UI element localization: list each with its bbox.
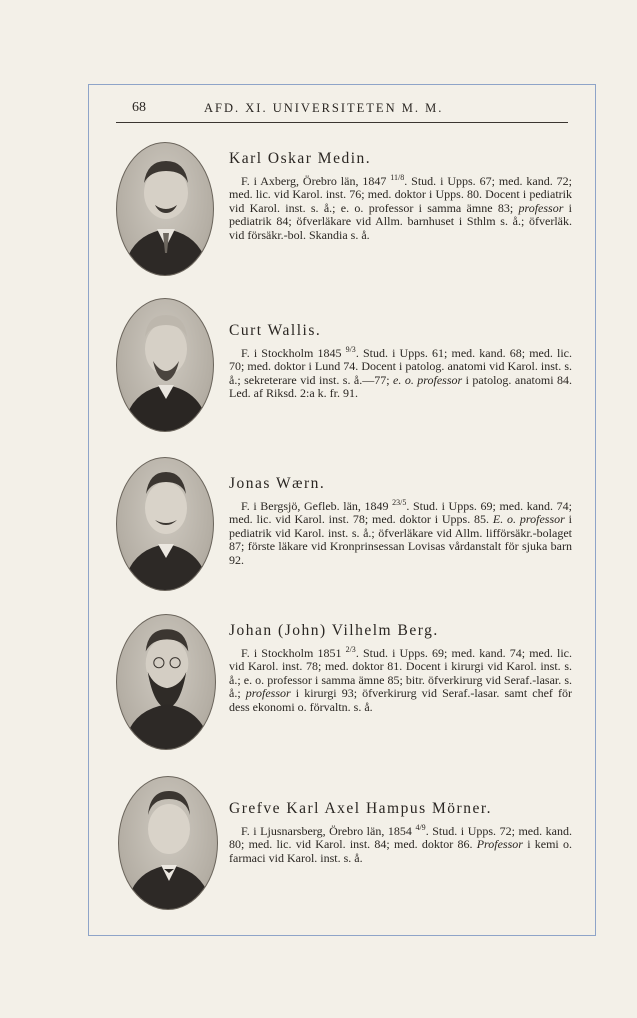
running-title: AFD. XI. UNIVERSITETEN M. M.	[204, 101, 444, 115]
portrait-photo	[116, 457, 214, 591]
portrait-photo	[116, 298, 214, 432]
person-name: Karl Oskar Medin.	[229, 150, 372, 167]
person-name: Jonas Wærn.	[229, 475, 326, 492]
biography-text: F. i Axberg, Örebro län, 1847 $^{11/8}$. Stud. i Upps. 67; med. kand. 72; med. lic. vid Karol. inst. 76; med. doktor i Upps. 80. Docent i pediatrik vid Karol. inst. s. å.; e. o. professor i samma ämne 83; professor i pediatrik 84; öfverläkare vid Allm. barnhuset i Sthlm s. å.; öfverläk. vid försäkr.-bol. Skandia s. å.	[229, 173, 573, 242]
person-name: Grefve Karl Axel Hampus Mörner.	[229, 800, 493, 817]
biography-text: F. i Stockholm 1851 $^{2/3}$. Stud. i Upps. 69; med. kand. 74; med. lic. vid Karol. inst. 78; med. doktor 81. Docent i kirurgi vid Karol. inst. s. å.; e. o. professor i samma ämne 85; bitr. öfverkirurg vid Seraf.-lasar. s. å.; professor i kirurgi 93; öfverkirurg vid Seraf.-lasar. samt chef för dess ekonomi o. förvaltn. s. å.	[229, 645, 572, 714]
biography-text: F. i Stockholm 1845 $^{9/3}$. Stud. i Upps. 61; med. kand. 68; med. lic. 70; med. doktor i Lund 74. Docent i patolog. anatomi vid Karol. inst. s. å.; sekreterare vid inst. s. å.—77; e. o. professor i patolog. anatomi 84. Led. af Riksd. 2:a k. fr. 91.	[229, 345, 572, 401]
page-header	[116, 100, 568, 123]
person-name: Curt Wallis.	[229, 322, 322, 339]
person-name: Johan (John) Vilhelm Berg.	[229, 622, 439, 639]
biography-text: F. i Bergsjö, Gefleb. län, 1849 $^{23/5}$. Stud. i Upps. 69; med. kand. 74; med. lic. vid Karol. inst. 78; med. doktor i Upps. 85. E. o. professor i pediatrik vid Karol. inst. s. å.; öfverläkare vid Allm. lifförsäkr.-bolaget 87; förste läkare vid Kronprinsessan Lovisas vårdanstalt för sjuka barn 92.	[229, 498, 572, 567]
page-number: 68	[132, 100, 146, 115]
biography-entry	[116, 614, 576, 754]
biography-entry	[116, 298, 576, 438]
biography-entry	[116, 776, 576, 916]
biography-text: F. i Ljusnarsberg, Örebro län, 1854 $^{4/9}$. Stud. i Upps. 72; med. kand. 80; med. lic. vid Karol. inst. 84; med. doktor 86. Professor i kemi o. farmaci vid Karol. inst. s. å.	[229, 823, 573, 865]
biography-entry	[116, 457, 576, 597]
portrait-photo	[116, 142, 214, 276]
portrait-photo	[118, 776, 218, 910]
biography-entry	[116, 142, 576, 282]
portrait-photo	[116, 614, 216, 750]
